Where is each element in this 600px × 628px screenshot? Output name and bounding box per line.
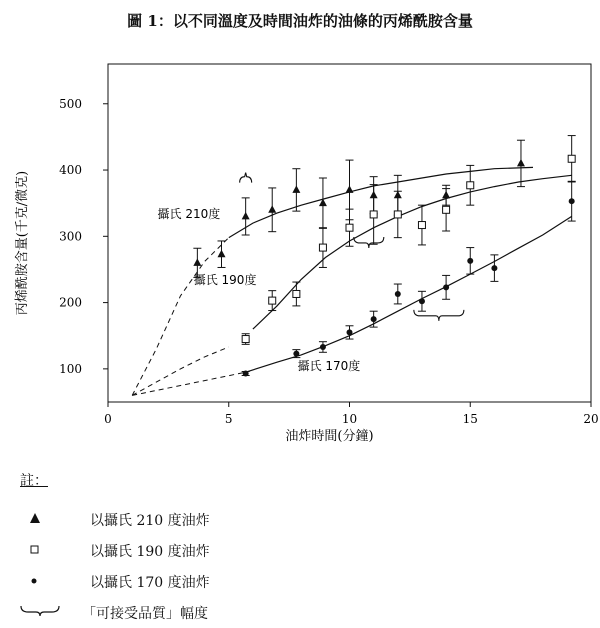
point-triangle <box>268 205 276 213</box>
y-tick-label: 200 <box>59 295 82 310</box>
y-tick-label: 500 <box>59 96 82 111</box>
point-circle <box>395 291 401 297</box>
square-marker-icon <box>20 542 90 560</box>
fit-line-dashed-triangle <box>132 238 229 396</box>
point-circle <box>569 198 575 204</box>
x-tick-label: 5 <box>224 412 233 426</box>
point-circle <box>293 351 299 357</box>
x-tick-label: 20 <box>583 412 599 426</box>
x-tick-label: 0 <box>104 412 112 426</box>
legend-item-210 <box>20 504 580 535</box>
legend-heading: 註： <box>20 473 48 489</box>
series-label-circle: 攝氏 170度 <box>297 359 361 374</box>
triangle-marker-icon <box>20 511 90 529</box>
point-square <box>568 155 575 162</box>
point-triangle <box>346 185 354 193</box>
series-label-triangle: 攝氏 210度 <box>157 206 221 221</box>
legend <box>20 470 580 628</box>
point-circle <box>419 298 425 304</box>
y-tick-label: 400 <box>59 163 82 178</box>
fit-line-dashed-circle <box>132 372 246 395</box>
point-triangle <box>218 250 226 258</box>
point-circle <box>243 371 249 377</box>
point-circle <box>347 329 353 335</box>
point-square <box>394 211 401 218</box>
legend-label-range: 「可接受品質」幅度 <box>82 605 208 622</box>
fit-line-triangle <box>229 167 533 237</box>
point-square <box>370 211 377 218</box>
point-circle <box>443 284 449 290</box>
point-square <box>293 290 300 297</box>
legend-label-190: 以攝氏 190 度油炸 <box>90 543 210 560</box>
point-square <box>443 206 450 213</box>
point-triangle <box>193 258 201 266</box>
point-circle <box>320 344 326 350</box>
y-axis-label: 丙烯酰胺含量(千克/微克) <box>15 170 30 316</box>
point-square <box>418 222 425 229</box>
point-square <box>242 336 249 343</box>
figure-title: 圖 1：以不同溫度及時間油炸的油條的丙烯酰胺含量 <box>127 12 473 30</box>
legend-item-170 <box>20 566 580 597</box>
point-circle <box>371 316 377 322</box>
point-triangle <box>242 212 250 220</box>
fit-line-dashed-square <box>132 347 229 395</box>
acceptable-range-brace-square <box>354 237 384 248</box>
legend-label-170: 以攝氏 170 度油炸 <box>90 574 210 591</box>
point-square <box>467 182 474 189</box>
y-tick-label: 300 <box>59 229 82 244</box>
point-square <box>346 224 353 231</box>
circle-marker-icon <box>20 573 90 591</box>
legend-item-190 <box>20 535 580 566</box>
x-tick-label: 15 <box>462 412 478 426</box>
point-square <box>319 244 326 251</box>
x-axis-label: 油炸時間(分鐘) <box>285 429 374 444</box>
y-tick-label: 100 <box>59 361 82 376</box>
legend-item-range <box>20 597 580 628</box>
point-circle <box>491 265 497 271</box>
point-circle <box>467 258 473 264</box>
acceptable-range-brace-triangle <box>240 173 252 183</box>
point-square <box>269 297 276 304</box>
x-tick-label: 10 <box>341 412 358 426</box>
fit-line-square <box>253 175 572 329</box>
point-triangle <box>517 159 525 167</box>
brace-icon <box>20 604 82 622</box>
legend-label-210: 以攝氏 210 度油炸 <box>90 512 210 529</box>
point-triangle <box>292 185 300 193</box>
series-label-square: 攝氏 190度 <box>193 273 257 288</box>
